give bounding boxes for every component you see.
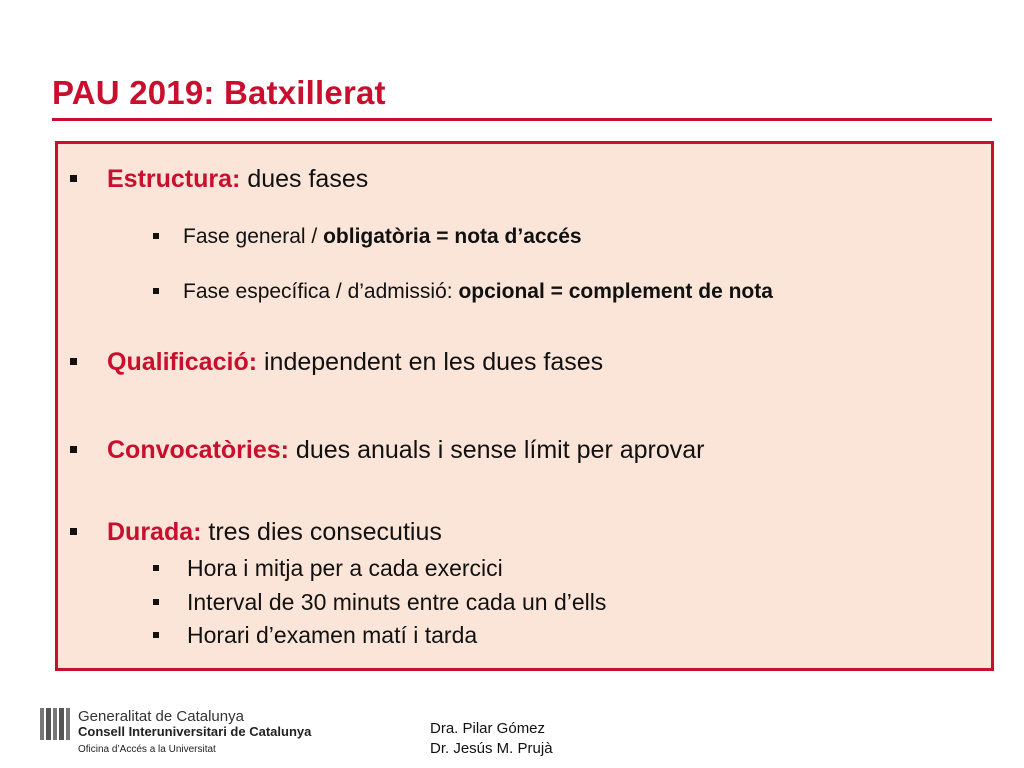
title-divider: [52, 118, 992, 121]
bullet-label: Qualificació:: [107, 348, 258, 376]
sub-bullet-text: Hora i mitja per a cada exercici: [187, 555, 503, 581]
square-bullet-icon: [70, 175, 77, 182]
author-name: Dra. Pilar Gómez: [430, 720, 546, 737]
author-name: Dr. Jesús M. Prujà: [430, 739, 553, 757]
sub-bullet-strong: opcional = complement de nota: [458, 280, 773, 303]
bullet-text: dues fases: [240, 165, 369, 193]
bullet-label: Estructura:: [107, 165, 241, 193]
generalitat-logo-block: [40, 708, 311, 756]
org-office: Oficina d’Accés a la Universitat: [78, 744, 216, 756]
org-council: Consell Interuniversitari de Catalunya: [78, 724, 312, 740]
sub-bullet-durada: [153, 555, 503, 582]
sub-bullet-durada: [153, 622, 477, 649]
square-bullet-icon: [153, 288, 159, 294]
sub-bullet-text: Fase general /: [183, 225, 324, 248]
slide-title: PAU 2019: Batxillerat: [52, 74, 386, 111]
sub-bullet-text: Horari d’examen matí i tarda: [187, 622, 478, 648]
square-bullet-icon: [70, 446, 77, 453]
square-bullet-icon: [70, 528, 77, 535]
bullet-durada: [70, 518, 442, 547]
bullet-label: Convocatòries:: [107, 436, 289, 464]
bullet-convocatories: [70, 436, 704, 465]
sub-bullet-text: Interval de 30 minuts entre cada un d’ells: [187, 589, 607, 615]
bullet-text: independent en les dues fases: [257, 348, 604, 376]
org-name: Generalitat de Catalunya: [78, 708, 244, 725]
square-bullet-icon: [70, 358, 77, 365]
sub-bullet-fase-especifica: [153, 280, 773, 304]
square-bullet-icon: [153, 565, 159, 571]
square-bullet-icon: [153, 599, 159, 605]
bullet-text: tres dies consecutius: [201, 518, 442, 546]
square-bullet-icon: [153, 233, 159, 239]
bullet-qualificacio: [70, 348, 603, 377]
square-bullet-icon: [153, 632, 159, 638]
bullet-label: Durada:: [107, 518, 202, 546]
authors: [430, 719, 553, 758]
sub-bullet-durada: [153, 589, 606, 616]
generalitat-emblem-icon: [40, 708, 70, 740]
sub-bullet-fase-general: [153, 225, 582, 249]
sub-bullet-strong: obligatòria = nota d’accés: [323, 225, 582, 248]
sub-bullet-text: Fase específica / d’admissió:: [183, 280, 459, 303]
bullet-estructura: [70, 165, 368, 194]
bullet-text: dues anuals i sense límit per aprovar: [288, 436, 705, 464]
